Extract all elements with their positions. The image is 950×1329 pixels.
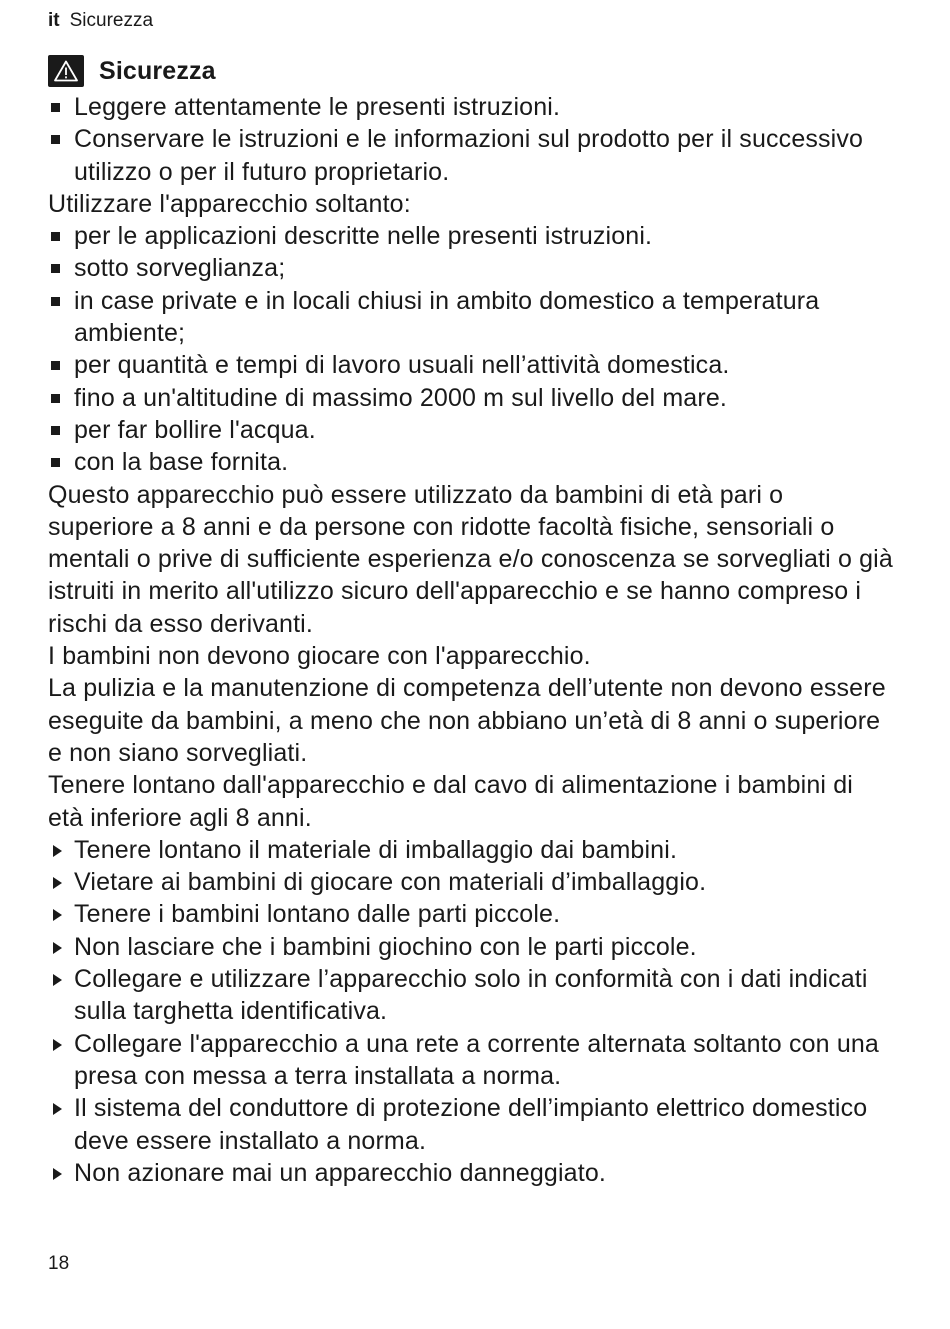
list-item: in case private e in locali chiusi in ambito domestico a temperatura ambiente; (48, 285, 893, 350)
list-item: fino a un'altitudine di massimo 2000 m sul livello del mare. (48, 382, 893, 414)
action-item: Non lasciare che i bambini giochino con le parti piccole. (48, 931, 893, 963)
action-item: Collegare e utilizzare l’apparecchio solo in conformità con i dati indicati sulla targhetta identificativa. (48, 963, 893, 1028)
cleaning-paragraph: La pulizia e la manutenzione di competenza dell’utente non devono essere eseguite da bambini, a meno che non abbiano un’età di 8 anni o superiore e non siano sorvegliati. (48, 674, 886, 767)
list-item: per le applicazioni descritte nelle presenti istruzioni. (48, 220, 893, 252)
list-item: sotto sorveglianza; (48, 252, 893, 284)
list-item: Leggere attentamente le presenti istruzioni. (48, 91, 893, 123)
section-heading (48, 52, 893, 90)
children-use-paragraph: Questo apparecchio può essere utilizzato da bambini di età pari o superiore a 8 anni e da persone con ridotte facoltà fisiche, sensoriali o mentali o prive di sufficiente esperienza e/o conoscenza se sorvegliati o già istruiti in merito all'utilizzo sicuro dell'apparecchio e se hanno compreso i rischi da esso derivanti. (48, 480, 893, 638)
warning-triangle-icon (48, 55, 84, 87)
list-item: per quantità e tempi di lavoro usuali nell’attività domestica. (48, 349, 893, 381)
action-item: Tenere i bambini lontano dalle parti piccole. (48, 898, 893, 930)
list-item: Conservare le istruzioni e le informazioni sul prodotto per il successivo utilizzo o per il futuro proprietario. (48, 123, 893, 188)
list-item: con la base fornita. (48, 446, 893, 478)
action-list (48, 834, 893, 1189)
children-play-paragraph: I bambini non devono giocare con l'apparecchio. (48, 642, 591, 671)
section-title: Sicurezza (99, 57, 216, 85)
use-intro-text: Utilizzare l'apparecchio soltanto: (48, 189, 411, 218)
language-code: it (48, 10, 60, 31)
action-item: Tenere lontano il materiale di imballaggio dai bambini. (48, 834, 893, 866)
use-conditions-list (48, 220, 893, 478)
running-header (48, 10, 153, 32)
page-number: 18 (48, 1253, 70, 1274)
action-item: Collegare l'apparecchio a una rete a corrente alternata soltanto con una presa con messa a terra installata a norma. (48, 1028, 893, 1093)
safety-section (48, 52, 893, 1189)
list-item: per far bollire l'acqua. (48, 414, 893, 446)
action-item: Non azionare mai un apparecchio danneggiato. (48, 1157, 893, 1189)
action-item: Vietare ai bambini di giocare con materiali d’imballaggio. (48, 866, 893, 898)
action-item: Il sistema del conduttore di protezione dell’impianto elettrico domestico deve essere installato a norma. (48, 1092, 893, 1157)
intro-list (48, 91, 893, 188)
header-section-title: Sicurezza (69, 10, 154, 31)
keep-away-paragraph: Tenere lontano dall'apparecchio e dal cavo di alimentazione i bambini di età inferiore agli 8 anni. (48, 771, 853, 832)
